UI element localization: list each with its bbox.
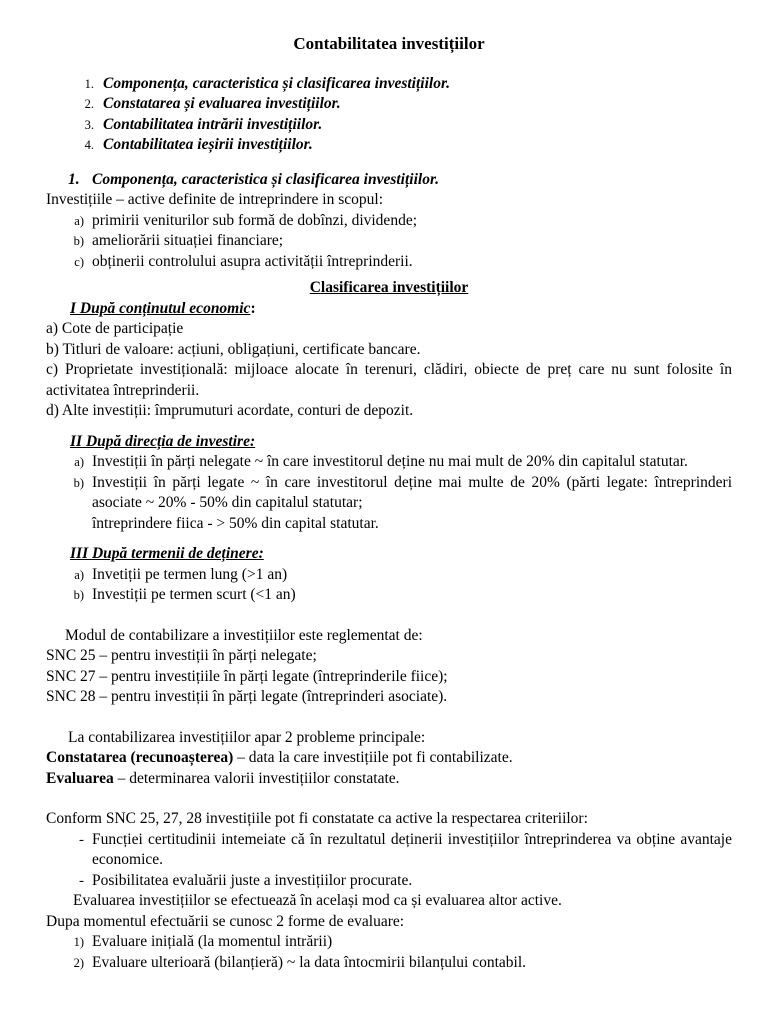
- group-1-item: c) Proprietate investițională: mijloace alocate în terenuri, clădiri, obiecte de preț care nu sunt folosite în activitatea întreprinderii.: [46, 361, 732, 399]
- list-item: [46, 211, 732, 232]
- group-2-heading: II După direcția de investire:: [70, 432, 256, 450]
- toc-item: [46, 94, 732, 115]
- classification-heading: Clasificarea investițiilor: [309, 279, 469, 296]
- list-text: Evaluare ulterioară (bilanțieră) ~ la data întocmirii bilanțului contabil.: [92, 953, 527, 971]
- list-text: Evaluare inițială (la momentul intrării): [92, 933, 333, 950]
- list-text: Invetiții pe termen lung (>1 an): [92, 565, 288, 583]
- toc-number: 1.: [84, 76, 94, 91]
- group-3-heading: III După termenii de deținere:: [70, 545, 264, 562]
- regulation-line: SNC 28 – pentru investiții în părți legate (întreprinderi asociate).: [46, 688, 448, 705]
- list-item: [46, 473, 732, 514]
- toc-text: Constatarea și evaluarea investițiilor.: [103, 95, 341, 112]
- list-text: Posibilitatea evaluării juste a investițiilor procurate.: [92, 871, 413, 889]
- definition-paragraph: Investițiile – active definite de intreprindere in scopul:: [46, 191, 384, 208]
- toc-text: Componența, caracteristica și clasificarea investițiilor.: [103, 74, 451, 92]
- group-2-extra: întreprindere fiica - > 50% din capital statutar.: [92, 514, 379, 532]
- list-marker: c): [74, 254, 84, 269]
- document-title: Contabilitatea investițiilor: [293, 34, 485, 53]
- regulation-line: SNC 25 – pentru investiții în părți nelegate;: [46, 647, 317, 664]
- regulation-line: SNC 27 – pentru investițiile în părți legate (întreprinderile fiice);: [46, 667, 448, 685]
- toc-item: [46, 74, 732, 95]
- purpose-list: [46, 211, 732, 273]
- list-text: Investiții în părți nelegate ~ în care investitorul deține nu mai mult de 20% din capitalul statutar.: [92, 453, 688, 470]
- list-item: [46, 830, 732, 871]
- list-marker: b): [73, 475, 84, 490]
- group-1-item: a) Cote de participație: [46, 320, 184, 337]
- section-title: Componența, caracteristica și clasificarea investițiilor.: [92, 170, 440, 188]
- group-1-heading: I După conținutul economic:: [70, 299, 256, 317]
- problem-recognition: Constatarea (recunoașterea) – data la care investițiile pot fi contabilizate.: [46, 749, 513, 766]
- list-marker: a): [74, 567, 84, 582]
- list-text: primirii veniturilor sub formă de dobînzi, dividende;: [92, 211, 418, 229]
- toc-number: 2.: [84, 97, 94, 111]
- toc-item: [46, 135, 732, 156]
- problem-evaluation: Evaluarea – determinarea valorii investițiilor constatate.: [46, 769, 400, 787]
- toc-text: Contabilitatea intrării investițiilor.: [103, 115, 323, 133]
- list-marker: b): [73, 234, 84, 248]
- regulation-intro: Modul de contabilizare a investițiilor este reglementat de:: [65, 626, 423, 644]
- list-item: [46, 252, 732, 273]
- toc-item: [46, 115, 732, 136]
- list-item: [46, 932, 732, 953]
- toc-text: Contabilitatea ieșirii investițiilor.: [103, 136, 313, 153]
- list-marker: a): [74, 213, 84, 228]
- list-item: [46, 585, 732, 606]
- list-item: [46, 565, 732, 586]
- list-item: [46, 452, 732, 473]
- problems-intro: La contabilizarea investițiilor apar 2 probleme principale:: [68, 728, 426, 746]
- list-item: [46, 953, 732, 974]
- forms-intro: Dupa momentul efectuării se cunosc 2 forme de evaluare:: [46, 912, 405, 930]
- toc-number: 4.: [84, 138, 94, 152]
- group-2-list: [46, 452, 732, 514]
- dash-bullet-icon: -: [79, 831, 84, 848]
- table-of-contents: [46, 74, 732, 156]
- list-text: Funcției certitudinii intemeiate că în rezultatul deținerii investițiilor întreprinderea va obține avantaje economice.: [92, 830, 732, 868]
- forms-list: [46, 932, 732, 973]
- list-text: Investiții în părți legate ~ în care investitorul deține mai multe de 20% (părti legate: întreprinderi asociate ~ 20% - 50% din capitalul statutar;: [92, 473, 732, 511]
- list-item: [46, 871, 732, 892]
- group-1-item: d) Alte investiții: împrumuturi acordate, conturi de depozit.: [46, 402, 414, 419]
- group-3-list: [46, 565, 732, 606]
- list-marker: b): [73, 588, 84, 602]
- section-heading: [68, 170, 732, 191]
- list-text: ameliorării situației financiare;: [92, 232, 284, 249]
- list-marker: a): [74, 455, 84, 469]
- list-marker: 1): [73, 935, 84, 949]
- list-text: Investiții pe termen scurt (<1 an): [92, 586, 296, 603]
- document-page: [46, 34, 732, 973]
- criteria-intro: Conform SNC 25, 27, 28 investițiile pot fi constatate ca active la respectarea criteriilor:: [46, 810, 588, 827]
- group-1-item: b) Titluri de valoare: acțiuni, obligațiuni, certificate bancare.: [46, 340, 421, 358]
- list-item: [46, 231, 732, 252]
- toc-number: 3.: [84, 117, 94, 132]
- criteria-list: [46, 830, 732, 892]
- section-number: 1.: [68, 170, 80, 188]
- list-marker: 2): [73, 955, 84, 970]
- list-text: obținerii controlului asupra activității întreprinderii.: [92, 252, 413, 270]
- dash-bullet-icon: -: [79, 872, 84, 889]
- evaluation-note: Evaluarea investițiilor se efectuează în același mod ca și evaluarea altor active.: [73, 892, 562, 909]
